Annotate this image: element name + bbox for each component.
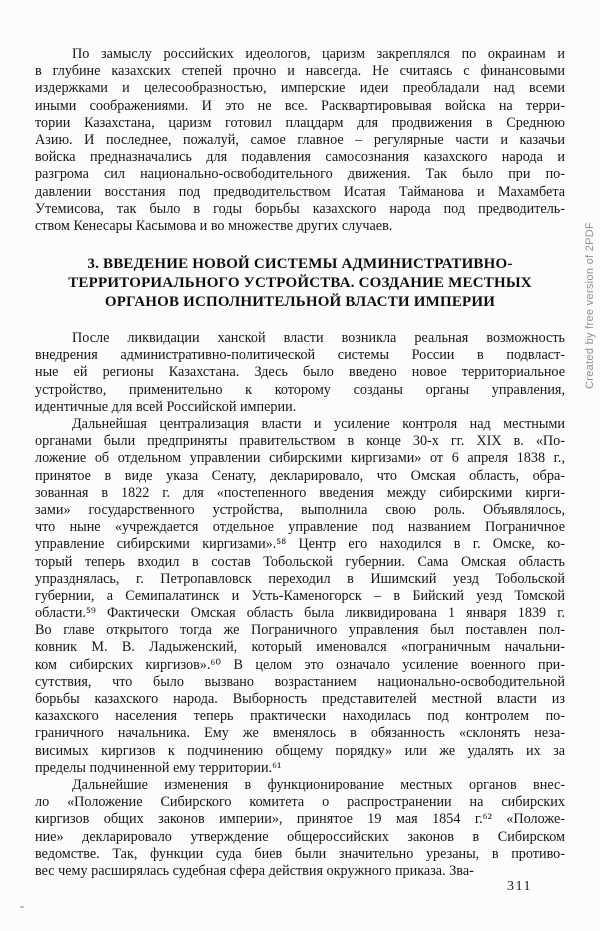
text-line: пределы подчиненной ему территории.⁶¹ <box>35 759 282 776</box>
text-line: губернии, а Семипалатинск и Усть-Каменогорск – в Бийский уезд Томской <box>35 587 565 604</box>
text-line: Дальнейшие изменения в функционирование местных органов внес- <box>72 776 565 793</box>
text-line: ОРГАНОВ ИСПОЛНИТЕЛЬНОЙ ВЛАСТИ ИМПЕРИИ <box>104 294 496 311</box>
text-line: Азию. И последнее, пожалуй, самое главное – регулярные части и казачьи <box>35 131 565 148</box>
text-line: вес чему расширялась судебная сфера действия окружного приказа. Зва- <box>35 862 474 879</box>
scan-speck <box>20 906 24 908</box>
text-line: ложение об отдельном управлении сибирскими киргизами» от 6 апреля 1838 г., <box>35 450 565 467</box>
page-number: 311 <box>507 879 532 894</box>
text-line: идентичные для всей Российской империи. <box>35 398 297 415</box>
text-line: издержками и целесообразностью, имперские идеи преобладали над всеми <box>35 80 565 97</box>
paragraph-tsarism-garrisons <box>35 46 565 235</box>
paragraph-centralization-1838 <box>35 416 565 777</box>
text-line: зами» государственного устройства, выполнила свою роль. Объявлялось, <box>35 501 565 518</box>
text-line: ком сибирских киргизов».⁶⁰ В целом это означало усиление военного при- <box>35 656 565 673</box>
text-line: ТЕРРИТОРИАЛЬНОГО УСТРОЙСТВА. СОЗДАНИЕ МЕСТНЫХ <box>68 275 532 292</box>
text-line: устройство, применительно к которому созданы органы управления, <box>35 381 565 398</box>
text-line: внедрения административно-политической системы России в подвласт- <box>35 347 565 364</box>
text-line: ведомстве. Так, функции суда биев были значительно урезаны, в противо- <box>35 845 565 862</box>
text-line: киргизов общих законов империи», принятое 19 мая 1854 г.⁶² «Положе- <box>35 811 565 828</box>
text-line: разгрома сил национально-освободительного движения. Так было при по- <box>35 166 565 183</box>
text-line: Дальнейшая централизация власти и усиление контроля над местными <box>72 416 565 432</box>
text-line: упразднялась, г. Петропавловск переходил в Ишимский уезд Тобольской <box>35 570 565 587</box>
text-line: казахского населения теперь практически находилась под контролем по- <box>35 708 565 725</box>
text-line: иными соображениями. И это не все. Расквартировывая войска на терри- <box>35 97 565 114</box>
text-line: ло «Положение Сибирского комитета о распространении на сибирских <box>35 794 565 811</box>
text-line: Утемисова, так было в годы борьбы казахского народа под предводитель- <box>35 200 565 217</box>
section-heading <box>35 255 565 312</box>
text-line: зованная в 1822 г. для «постепенного введения между сибирскими кирги- <box>35 484 565 501</box>
text-line: граничного начальника. Ему же вменялось в обязанность «склонять неза- <box>35 725 565 742</box>
text-line: ством Кенесары Касымова и во множестве других случаев. <box>35 217 393 234</box>
text-line: ные ей регионы Казахстана. Здесь было введено новое территориальное <box>35 364 565 381</box>
text-line: давлении восстания под предводительством Исатая Тайманова и Махамбета <box>35 183 565 200</box>
text-line: висимых киргизов к подчинению общему порядку» или же удалять их за <box>35 742 565 759</box>
text-line: ковник М. В. Ладыженский, который именовался «пограничным начальни- <box>35 639 565 656</box>
text-line: сутствия, что было вызвано возрастанием национально-освободительной <box>35 673 565 690</box>
paragraph-siberian-committee-1854 <box>35 777 565 880</box>
text-line: борьбы казахского народа. Выборность представителей местной власти из <box>35 691 565 707</box>
text-line: органами были предприняты правительством в конце 30-х гг. XIX в. «По- <box>35 433 565 450</box>
text-block <box>35 46 565 880</box>
text-line: области.⁵⁹ Фактически Омская область была ликвидирована 1 января 1839 г. <box>35 605 565 622</box>
text-line: Во главе открытого тогда же Пограничного управления был поставлен пол- <box>35 622 565 639</box>
text-line: войска предназначались для подавления самосознания казахского народа и <box>35 149 565 166</box>
text-line: принятое в виде указа Сенату, декларировало, что Омская область, обра- <box>35 467 565 484</box>
text-line: По замыслу российских идеологов, царизм закреплялся по окраинам и <box>72 46 565 62</box>
paragraph-khan-power-liquidation <box>35 330 565 416</box>
text-line: что ныне «учреждается отдельное управление под названием Пограничное <box>35 519 565 536</box>
text-line: торый теперь входил в состав Тобольской губернии. Сама Омская область <box>35 553 565 570</box>
text-line: ние» декларировало утверждение общероссийских законов в Сибирском <box>35 828 565 845</box>
text-line: в глубине казахских степей прочно и навсегда. Не считаясь с финансовыми <box>35 63 565 80</box>
text-line: управление сибирскими киргизами».⁵⁸ Центр его находился в г. Омске, ко- <box>35 536 565 553</box>
watermark-vertical-text: Created by free version of 2PDF <box>584 221 596 389</box>
text-line: 3. ВВЕДЕНИЕ НОВОЙ СИСТЕМЫ АДМИНИСТРАТИВНО- <box>87 256 513 273</box>
text-line: тории Казахстана, царизм готовил плацдарм для продвижения в Среднюю <box>35 114 565 131</box>
text-line: После ликвидации ханской власти возникла реальная возможность <box>72 330 565 347</box>
